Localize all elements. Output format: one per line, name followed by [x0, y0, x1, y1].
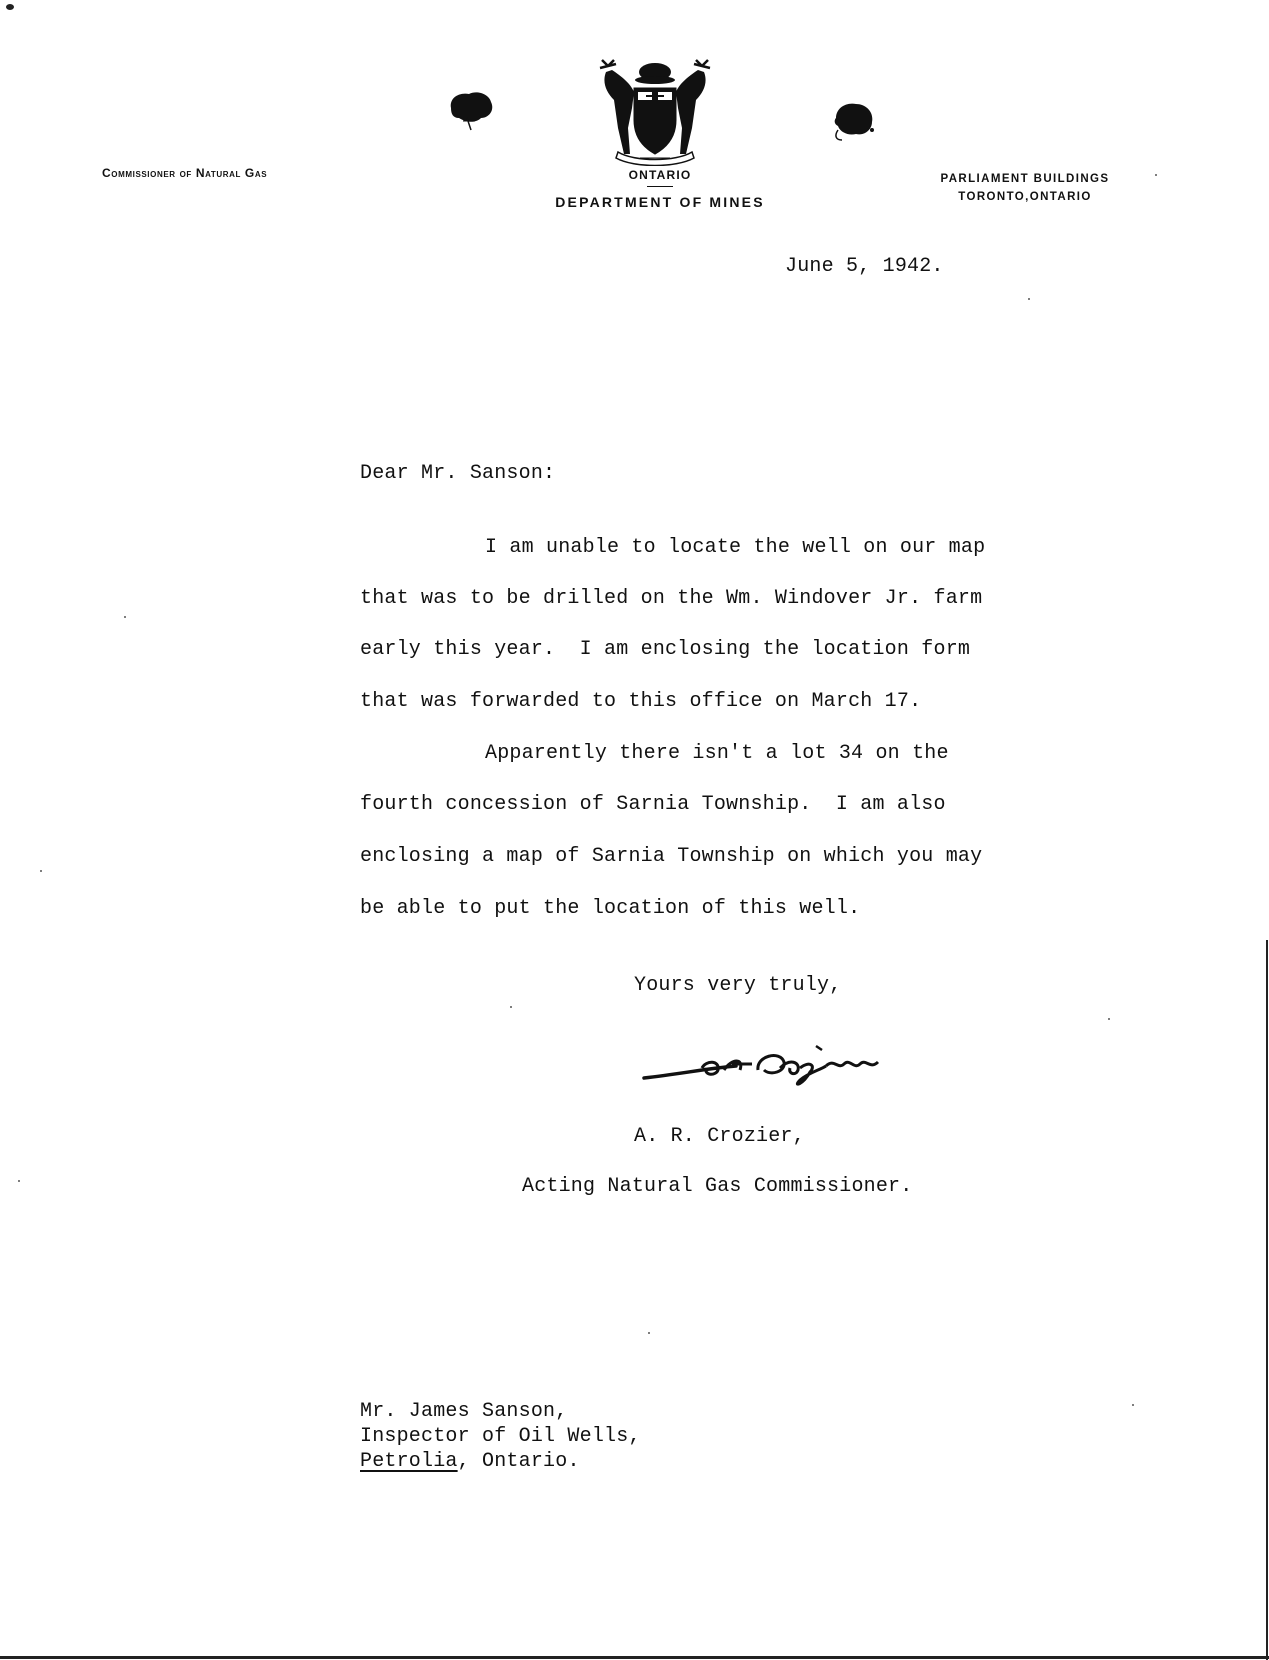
scan-speck: [1108, 1018, 1110, 1020]
body-line: early this year. I am enclosing the location form: [360, 638, 971, 661]
body-line: that was forwarded to this office on March 17.: [360, 690, 922, 713]
department-heading: DEPARTMENT OF MINES: [555, 194, 765, 210]
signer-name: A. R. Crozier,: [634, 1125, 805, 1148]
recipient-province: , Ontario.: [457, 1450, 580, 1473]
body-line: that was to be drilled on the Wm. Windover Jr. farm: [360, 587, 983, 610]
letterhead-address-line2: TORONTO,ONTARIO: [958, 191, 1092, 203]
body-line: I am unable to locate the well on our map: [485, 536, 986, 559]
scan-speck: [1028, 298, 1030, 300]
ink-blot-icon: [445, 88, 497, 132]
crest-ontario-label: ONTARIO: [628, 168, 692, 182]
salutation: Dear Mr. Sanson:: [360, 462, 556, 485]
scan-edge: [1266, 940, 1268, 1660]
scan-speck: [510, 1006, 512, 1008]
scan-speck: [40, 870, 42, 872]
handwritten-signature-icon: [640, 1040, 930, 1090]
signer-title: Acting Natural Gas Commissioner.: [522, 1175, 913, 1198]
body-line: enclosing a map of Sarnia Township on which you may: [360, 845, 983, 868]
recipient-location: [360, 1450, 580, 1473]
scan-speck: [124, 616, 126, 618]
crest-divider: [647, 186, 673, 187]
scan-edge: [0, 1656, 1269, 1659]
letterhead-address: [920, 170, 1130, 206]
ontario-coat-of-arms-icon: [594, 58, 716, 166]
body-line: fourth concession of Sarnia Township. I am also: [360, 793, 946, 816]
recipient-city: Petrolia: [360, 1450, 458, 1473]
recipient-name: Mr. James Sanson,: [360, 1400, 568, 1423]
scan-speck: [6, 4, 14, 10]
letterhead-office-label: Commissioner of Natural Gas: [102, 166, 268, 180]
scan-speck: [18, 1180, 20, 1182]
ink-blot-icon: [826, 100, 878, 146]
closing: Yours very truly,: [634, 974, 842, 997]
body-line: Apparently there isn't a lot 34 on the: [485, 742, 949, 765]
scan-speck: [648, 1332, 650, 1334]
scan-speck: [1132, 1404, 1134, 1406]
recipient-title: Inspector of Oil Wells,: [360, 1425, 641, 1448]
letter-date: June 5, 1942.: [785, 255, 944, 278]
letterhead-address-line1: PARLIAMENT BUILDINGS: [940, 173, 1110, 185]
body-line: be able to put the location of this well.: [360, 897, 861, 920]
scan-speck: [1155, 174, 1157, 176]
